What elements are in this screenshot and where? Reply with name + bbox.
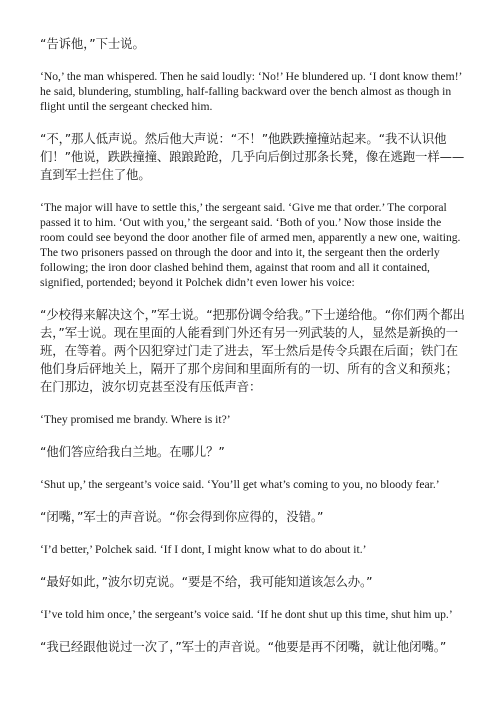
paragraph-en-4: ‘Shut up,’ the sergeant’s voice said. ‘You’ll get what’s coming to you, no bloody fear.’ [40,478,440,491]
paragraph-zh-4: “他们答应给我白兰地。在哪儿？” [40,444,225,459]
paragraph-en-3: ‘They promised me brandy. Where is it?’ [40,413,231,426]
paragraph-zh-1: “告诉他，”下士说。 [40,36,145,51]
paragraph-zh-2: “不，”那人低声说。然后他大声说：“不！”他跌跌撞撞站起来。“我不认识他们！”他说，跌跌撞撞、踉踉跄跄，几乎向后倒过那条长凳，像在逃跑一样——直到军士拦住了他。 [40,131,465,182]
paragraph-en-6: ‘I’ve told him once,’ the sergeant’s voice said. ‘If he dont shut up this time, shut him up.’ [40,608,453,621]
paragraph-en-2: ‘The major will have to settle this,’ the sergeant said. ‘Give me that order.’ The corporal passed it to him. ‘Out with you,’ the sergeant said. ‘Both of you.’ Now those inside the room could see beyond the door another file of armed men, apparently a new one, waiting. The two prisoners passed on through the door and into it, the sergeant then the orderly following; the iron door clashed behind them, against that room and all it contained, signified, portended; beyond it Polchek didn’t even lower his voice: [40,201,461,289]
paragraph-zh-5: “闭嘴，”军士的声音说。“你会得到你应得的，没错。” [40,509,324,524]
paragraph-zh-3: “少校得来解决这个，”军士说。“把那份调令给我。”下士递给他。“你们两个都出去，”军士说。现在里面的人能看到门外还有另一列武装的人，显然是新换的一班，在等着。两个囚犯穿过门走了进去，军士然后是传令兵跟在后面；铁门在他们身后砰地关上，隔开了那个房间和里面所有的一切、所有的含义和预兆；在门那边，波尔切克甚至没有压低声音： [40,307,465,394]
paragraph-zh-7: “我已经跟他说过一次了，”军士的声音说。“他要是再不闭嘴，就让他闭嘴。” [40,639,447,654]
paragraph-zh-6: “最好如此，”波尔切克说。“要是不给，我可能知道该怎么办。” [40,574,373,589]
paragraph-en-5: ‘I’d better,’ Polchek said. ‘If I dont, I might know what to do about it.’ [40,543,367,556]
paragraph-en-1: ‘No,’ the man whispered. Then he said loudly: ‘No!’ He blundered up. ‘I dont know them!’ he said, blundering, stumbling, half-falling backward over the bench almost as though in flight until the sergeant checked him. [40,70,462,113]
